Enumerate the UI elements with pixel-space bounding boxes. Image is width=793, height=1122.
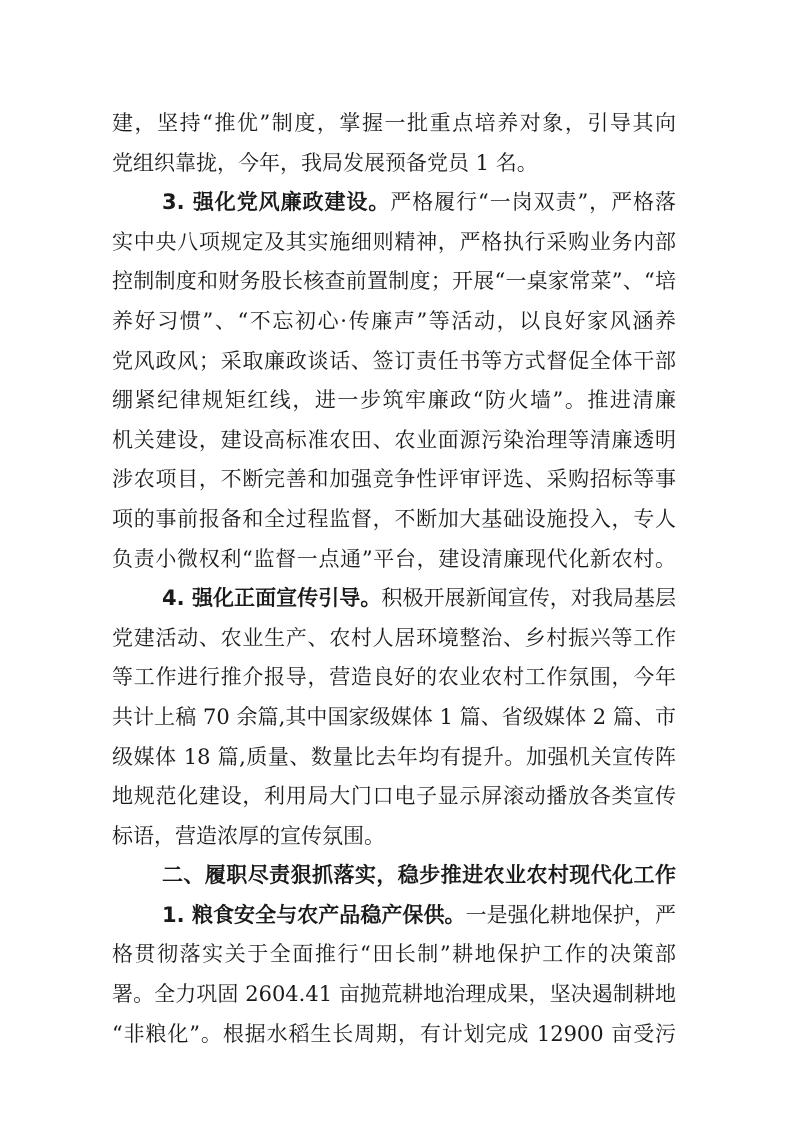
body-line: 党建活动、农业生产、农村人居环境整治、乡村振兴等工作 — [112, 625, 676, 650]
paragraph-title: 4. 强化正面宣传引导。 — [162, 586, 382, 611]
paragraph-first-line — [112, 896, 676, 936]
body-line: 项的事前报备和全过程监督，不断加大基础设施投入，专人 — [112, 506, 676, 531]
body-line: 党组织靠拢，今年，我局发展预备党员 1 名。 — [112, 150, 538, 175]
body-line: 负责小微权利“监督一点通”平台，建设清廉现代化新农村。 — [112, 546, 676, 571]
paragraph-title: 1. 粮食安全与农产品稳产保供。 — [162, 902, 466, 927]
paragraph-first-line — [112, 579, 676, 619]
paragraph-text: 一是强化耕地保护，严 — [465, 902, 677, 927]
body-line: 标语，营造浓厚的宣传氛围。 — [112, 823, 385, 848]
body-line: 控制制度和财务股长核查前置制度；开展“一桌家常菜”、“培 — [112, 269, 676, 294]
body-line: 绷紧纪律规矩红线，进一步筑牢廉政“防火墙”。推进清廉 — [112, 388, 676, 413]
body-line: 涉农项目，不断完善和加强竞争性评审评选、采购招标等事 — [112, 467, 676, 492]
body-line: 养好习惯”、“不忘初心·传廉声”等活动，以良好家风涵养 — [112, 308, 676, 333]
body-line: 机关建设，建设高标准农田、农业面源污染治理等清廉透明 — [112, 427, 676, 452]
paragraph-first-line — [112, 183, 676, 223]
body-line: 等工作进行推介报导，营造良好的农业农村工作氛围，今年 — [112, 665, 676, 690]
body-line: “非粮化”。根据水稻生长周期，有计划完成 12900 亩受污 — [112, 1021, 676, 1046]
section-heading: 二、履职尽责狠抓落实，稳步推进农业农村现代化工作 — [162, 863, 676, 888]
paragraph-text: 积极开展新闻宣传，对我局基层 — [381, 586, 677, 611]
body-line: 党风政风；采取廉政谈话、签订责任书等方式督促全体干部 — [112, 348, 676, 373]
document-page — [112, 104, 676, 1054]
paragraph-text: 严格履行“一岗双责”，严格落 — [390, 190, 676, 215]
body-line: 格贯彻落实关于全面推行“田长制”耕地保护工作的决策部 — [112, 942, 676, 967]
body-line: 共计上稿 70 余篇,其中国家级媒体 1 篇、省级媒体 2 篇、市 — [112, 704, 676, 729]
paragraph-title: 3. 强化党风廉政建设。 — [162, 190, 391, 215]
body-line: 建，坚持“推优”制度，掌握一批重点培养对象，引导其向 — [112, 111, 676, 135]
body-line: 级媒体 18 篇,质量、数量比去年均有提升。加强机关宣传阵 — [112, 744, 676, 769]
body-line: 地规范化建设，利用局大门口电子显示屏滚动播放各类宣传 — [112, 784, 676, 809]
body-line: 署。全力巩固 2604.41 亩抛荒耕地治理成果，坚决遏制耕地 — [112, 982, 676, 1007]
body-line: 实中央八项规定及其实施细则精神，严格执行采购业务内部 — [112, 229, 676, 254]
